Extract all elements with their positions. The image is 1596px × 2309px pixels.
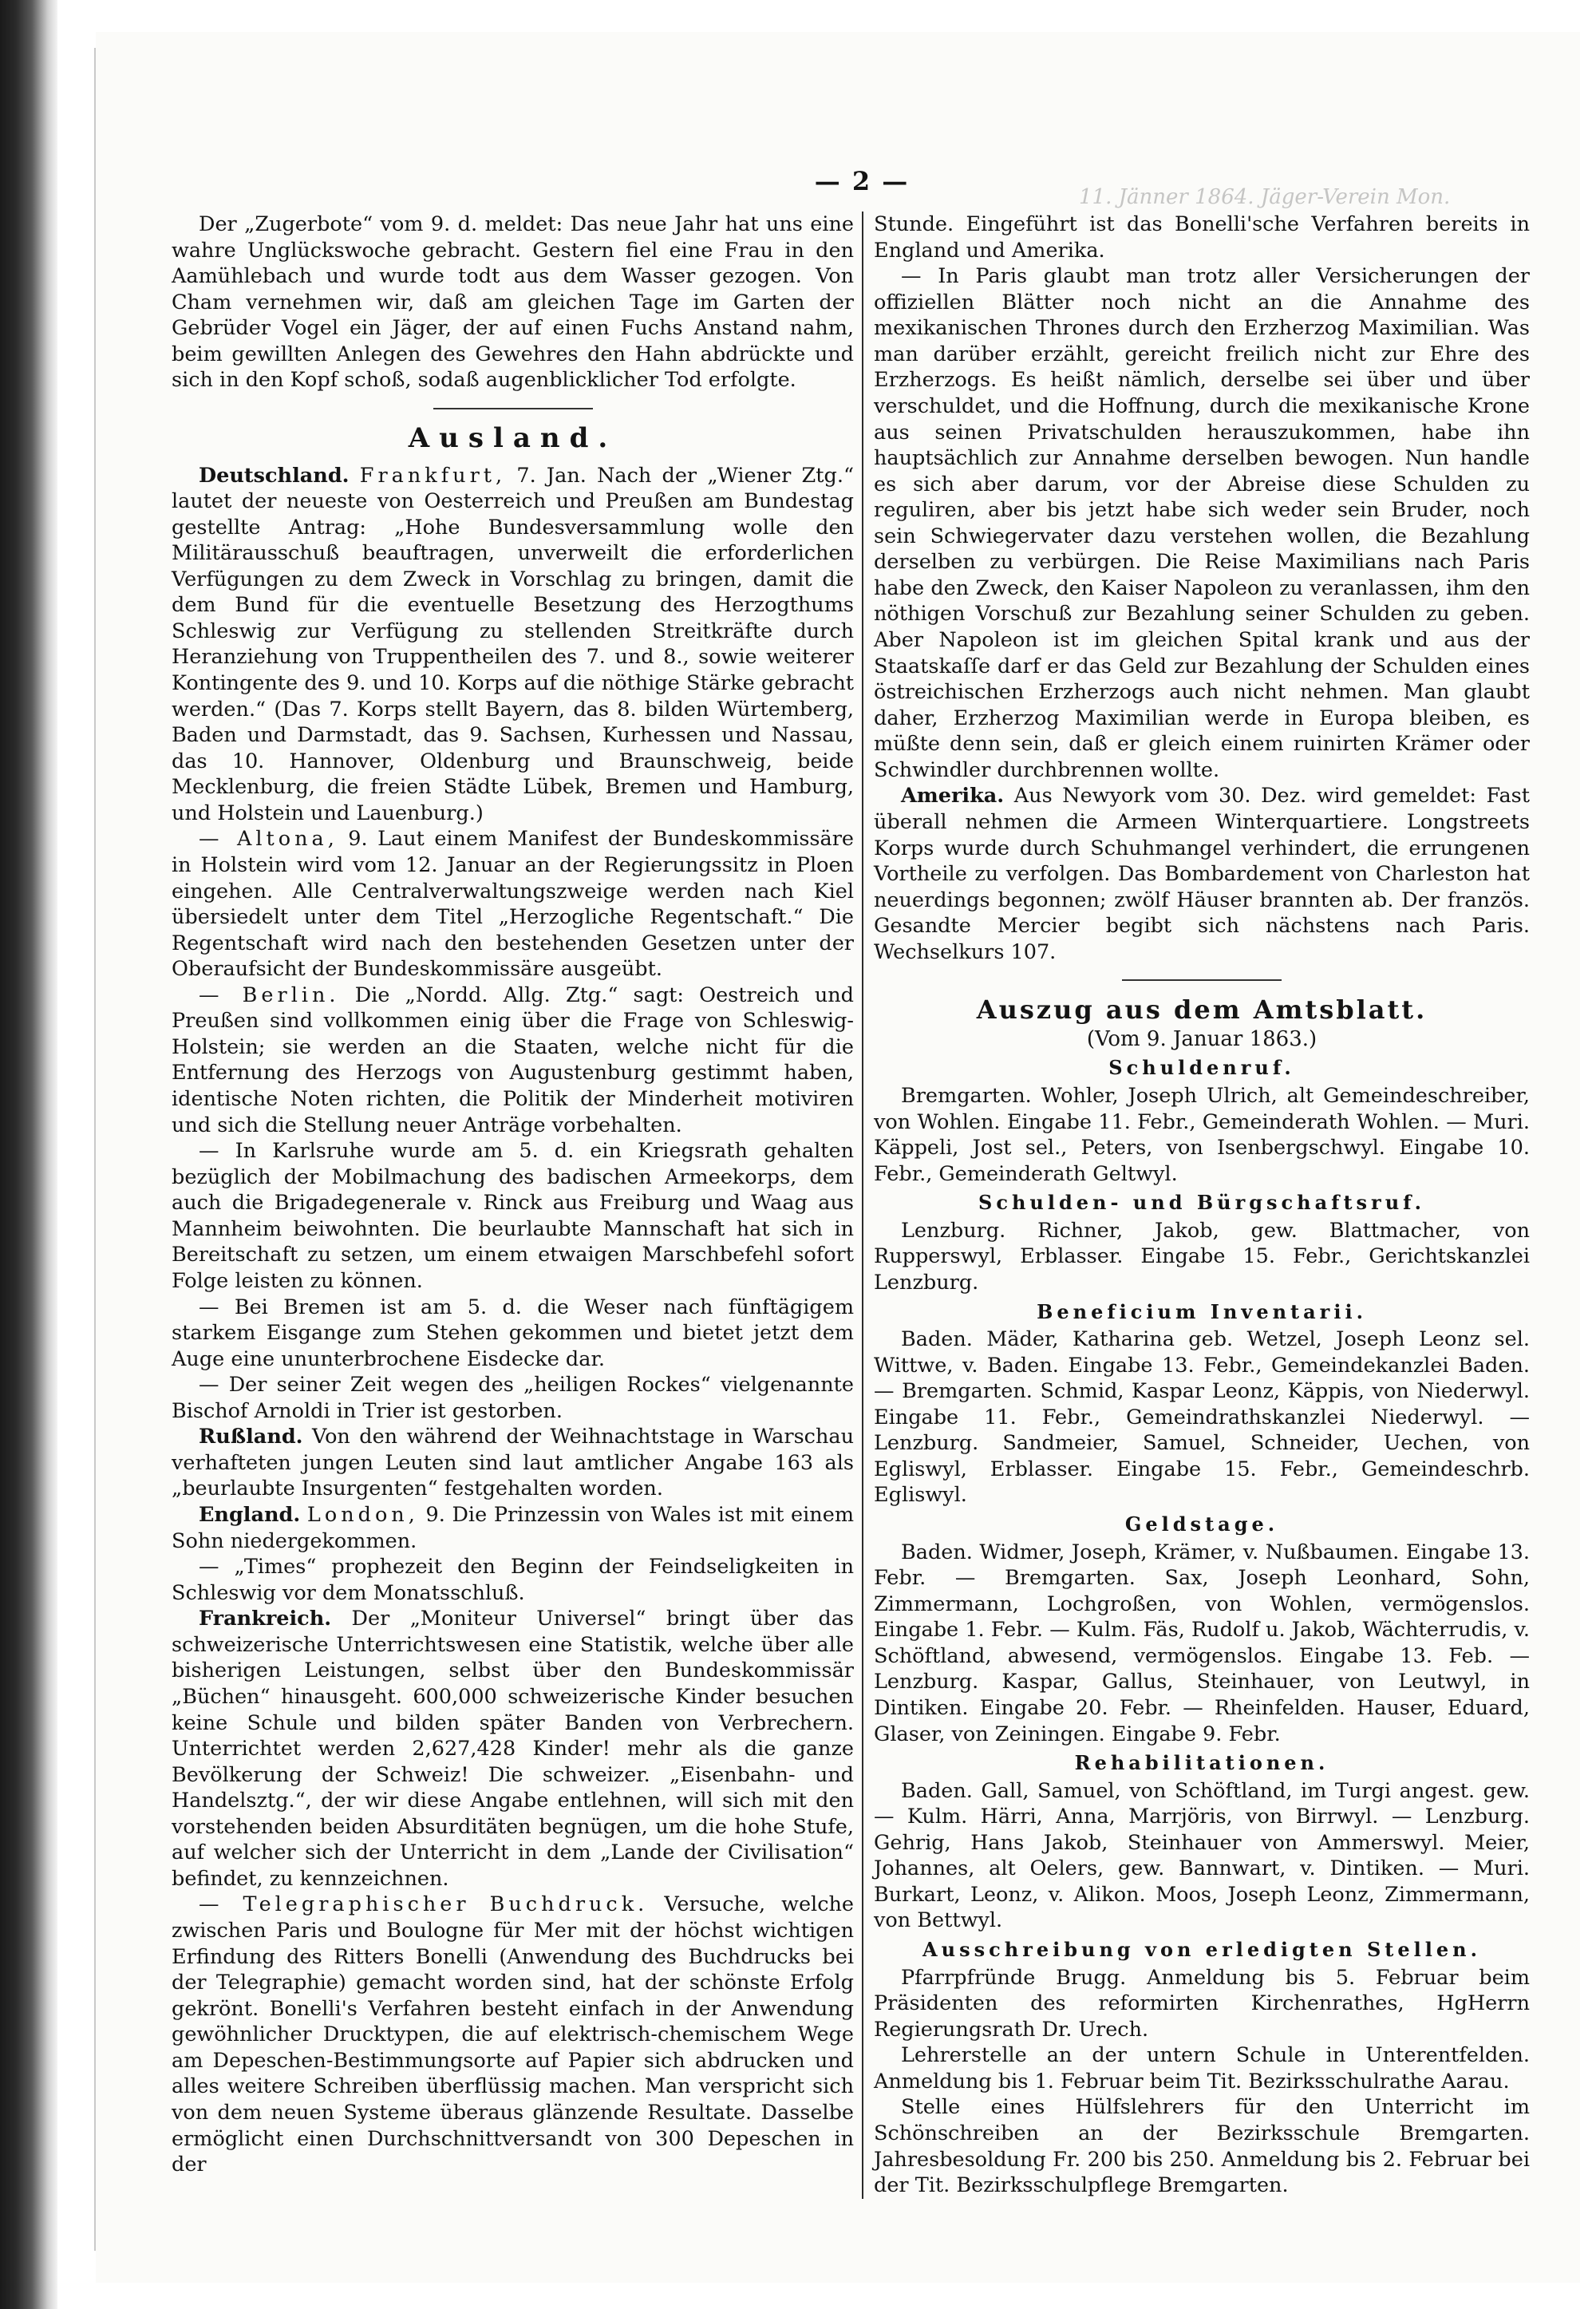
country-label-russland: Rußland. [199, 1425, 303, 1449]
geldstage-heading: Geldstage. [1124, 1512, 1279, 1536]
karlsruhe-paragraph: — In Karlsruhe wurde am 5. d. ein Kriegsrath gehalten bezüglich der Mobilmachung des badischen Armeekorps, dem auch die Brigadegenerale v. Rinck aus Freiburg und Waag aus Mannheim beiwohnten. Die beurlaubte Mannschaft hat sich in Bereitschaft zu setzen, um einem etwaigen Marschbefehl sofort Folge leisten zu können. [172, 1139, 854, 1293]
buergschaftsruf-heading: Schulden- und Bürgschaftsruf. [978, 1191, 1425, 1215]
altona-paragraph [172, 826, 854, 982]
bleed-through-text: 11. Jänner 1864. Jäger-Verein Mon. [1079, 185, 1451, 209]
place-label-london: London, [306, 1503, 419, 1527]
schuldenruf-heading: Schuldenruf. [1108, 1056, 1295, 1080]
page-number: — 2 — [814, 166, 910, 196]
telegraph-paragraph [172, 1892, 854, 2177]
england-paragraph [172, 1502, 854, 1554]
country-label-england: England. [199, 1503, 301, 1527]
rehabilitationen-entries: Baden. Gall, Samuel, von Schöftland, im Turgi angest. gew. — Kulm. Härri, Anna, Marrjöris, von Birrwyl. — Lenzburg. Gehrig, Hans Jakob, Steinhauer von Ammerswyl. Meier, Johannes, alt Oelers, gew. Bannwart, v. Dintiken. — Muri. Burkart, Leonz, v. Alikon. Moos, Joseph Leonz, Zimmermann, von Bettwyl. [874, 1778, 1530, 1933]
altona-text: 9. Laut einem Manifest der Bundeskommissäre in Holstein wird vom 12. Januar an der Regierungssitz in Ploen eingehen. Alle Centralverwaltungszweige werden nach Kiel übersiedelt unter dem Titel „Herzogliche Regentschaft.“ Die Regentschaft wird nach den bestehenden Gesetzen unter der Oberaufsicht der Bundeskommissäre ausgeübt. [172, 827, 854, 982]
zug-news-paragraph: Der „Zugerbote“ vom 9. d. meldet: Das neue Jahr hat uns eine wahre Unglückswoche gebracht. Gestern fiel eine Frau in den Aamühlebach und wurde todt aus dem Wasser gezogen. Von Cham vernehmen wir, daß am gleichen Tage im Garten der Gebrüder Vogel ein Jäger, der auf einen Fuchs Anstand nahm, beim gewillten Anlegen des Gewehres den Hahn abdrückte und sich in den Kopf schoß, sodaß augenblicklicher Tod erfolgte. [172, 212, 854, 393]
frankreich-text: Der „Moniteur Universel“ bringt über das schweizerische Unterrichtswesen eine Statistik, welche über alle bisherigen Leistungen, selbst über den Bundeskommissär „Büchen“ hinausgeht. 600,000 schweizerische Kinder besuchen keine Schule und bilden später Banden von Verbrechern. Unterrichtet werden 2,627,428 Kinder! mehr als die ganze Bevölkerung der Schweiz! Die schweizer. „Eisenbahn- und Handelsztg.“, der wir diese Angabe entlehnen, will sich mit den vorstehenden beiden Absurditäten begnügen, um die hohe Stufe, auf welcher sich der Unterricht in dem „Lande der Civilisation“ befindet, zu kennzeichnen. [172, 1607, 854, 1891]
place-label-altona: — Altona, [199, 827, 338, 852]
amerika-paragraph [874, 783, 1530, 965]
russland-paragraph [172, 1424, 854, 1502]
amerika-text: Aus Newyork vom 30. Dez. wird gemeldet: Fast überall nehmen die Armeen Winterquartiere. Longstreets Korps wurde durch Schuhmangel verhindert, die errungenen Vortheile zu verfolgen. Das Bombardement von Charleston hat neuerdings begonnen; zwölf Häuser brannten ab. Der französ. Gesandte Mercier begibt sich nächstens nach Paris. Wechselkurs 107. [874, 784, 1530, 964]
ausschreibung-bremgarten: Stelle eines Hülfslehrers für den Unterricht im Schönschreiben an der Bezirksschule Bremgarten. Jahresbesoldung Fr. 200 bis 250. Anmeldung bis 2. Februar bei der Tit. Bezirksschulpflege Bremgarten. [874, 2095, 1530, 2198]
ausland-heading: Ausland. [408, 421, 618, 454]
country-label-frankreich: Frankreich. [199, 1607, 332, 1631]
telegraph-text: Versuche, welche zwischen Paris und Boulogne für Mer mit der höchst wichtigen Erfindung des Ritters Bonelli (Anwendung des Buchdrucks bei der Telegraphie) gemacht worden sind, hat der schönste Erfolg gekrönt. Bonelli's Verfahren besteht einfach in der Anwendung gewöhnlicher Drucktypen, die auf elektrisch-chemischem Wege am Depeschen-Bestimmungsorte auf Papier sich abdrucken und alles weitere Schreiben überflüssig machen. Man verspricht sich von dem neuen Systeme überaus glänzende Resultate. Dasselbe ermöglicht einen Durchschnittversandt von 300 Depeschen in der [172, 1892, 854, 2177]
russland-text: Von den während der Weihnachtstage in Warschau verhafteten jungen Leuten sind laut amtlicher Angabe 163 als „beurlaubte Insurgenten“ festgehalten worden. [172, 1425, 854, 1501]
deutschland-text: 7. Jan. Nach der „Wiener Ztg.“ lautet der neueste von Oesterreich und Preußen am Bundestag gestellte Antrag: „Hohe Bundesversammlung wolle den Militärausschuß beauftragen, unverweilt die erforderlichen Verfügungen zu dem Zweck in Vorschlag zu bringen, damit die dem Bund für die eventuelle Besetzung des Herzogthums Schleswig zur Verfügung zu stellenden Streitkräfte durch Heranziehung von Truppentheilen des 7. und 8., sowie weiterer Kontingente des 9. und 10. Korps auf die nöthige Stärke gebracht werden.“ (Das 7. Korps stellt Bayern, das 8. bilden Würtemberg, Baden und Darmstadt, das 9. Sachsen, Kurhessen und Nassau, das 10. Hannover, Oldenburg und Braunschweig, beide Mecklenburg, die freien Städte Lübek, Bremen und Hamburg, und Holstein und Lauenburg.) [172, 463, 854, 825]
right-column [874, 212, 1530, 2199]
place-label-berlin: — Berlin. [199, 983, 340, 1007]
schuldenruf-entries: Bremgarten. Wohler, Joseph Ulrich, alt Gemeindeschreiber, von Wohlen. Eingabe 11. Febr., Gemeinderath Wohlen. — Muri. Käppeli, Jost sel., Peters, von Isenbergschwyl. Eingabe 10. Febr., Gemeinderath Geltwyl. [874, 1084, 1530, 1186]
section-rule [433, 408, 593, 409]
telegraph-label: — Telegraphischer Buchdruck. [199, 1892, 649, 1917]
section-rule [1122, 979, 1282, 981]
telegraph-continuation: Stunde. Eingeführt ist das Bonelli'sche Verfahren bereits in England und Amerika. [874, 212, 1530, 263]
beneficium-entries: Baden. Mäder, Katharina geb. Wetzel, Joseph Leonz sel. Wittwe, v. Baden. Eingabe 13. Febr., Gemeindekanzlei Baden. — Bremgarten. Schmid, Kaspar Leonz, Käppis, von Niederwyl. Eingabe 11. Febr., Gemeindrathskanzlei Niederwyl. — Lenzburg. Sandmeier, Samuel, Schneider, Uechen, von Egliswyl, Erblasser. Eingabe 15. Febr., Gemeindeschrb. Egliswyl. [874, 1327, 1530, 1508]
times-paragraph: — „Times“ prophezeit den Beginn der Feindseligkeiten in Schleswig vor dem Monatsschluß. [172, 1555, 854, 1605]
amtsblatt-date: (Vom 9. Januar 1863.) [1086, 1026, 1317, 1051]
place-label-frankfurt: Frankfurt, [359, 463, 507, 488]
column-divider [862, 212, 863, 2199]
ausschreibung-heading: Ausschreibung von erledigten Stellen. [922, 1938, 1481, 1961]
left-column [172, 212, 854, 2178]
ausschreibung-unterentfelden: Lehrerstelle an der untern Schule in Unterentfelden. Anmeldung bis 1. Februar beim Tit. Bezirksschulrathe Aarau. [874, 2043, 1530, 2094]
country-label-amerika: Amerika. [901, 784, 1005, 809]
bremen-paragraph: — Bei Bremen ist am 5. d. die Weser nach fünftägigem starkem Eisgange zum Stehen gekommen und bietet jetzt dem Auge eine ununterbrochene Eisdecke dar. [172, 1295, 854, 1371]
frankreich-paragraph [172, 1606, 854, 1892]
berlin-text: Die „Nordd. Allg. Ztg.“ sagt: Oestreich und Preußen sind vollkommen einig über die Frage von Schleswig-Holstein; sie werden an die Staaten, welche nicht für die Entfernung des Herzogs von Augustenburg gestimmt haben, identische Noten richten, die Politik der Minderheit motiviren und sich die Stellung neuer Anträge vorbehalten. [172, 983, 855, 1137]
scan-binding-edge [0, 0, 57, 2309]
england-text: 9. Die Prinzessin von Wales ist mit einem Sohn niedergekommen. [172, 1503, 855, 1553]
rehabilitationen-heading: Rehabilitationen. [1074, 1751, 1329, 1775]
amtsblatt-heading: Auszug aus dem Amtsblatt. [976, 994, 1428, 1026]
beneficium-heading: Beneficium Inventarii. [1037, 1299, 1367, 1323]
paris-paragraph: — In Paris glaubt man trotz aller Versicherungen der offiziellen Blätter noch nicht an die Annahme des mexikanischen Thrones durch den Erzherzog Maximilian. Was man darüber erzählt, gereicht freilich nicht zur Ehre des Erzherzogs. Es heißt nämlich, derselbe sei über und über verschuldet, und die Hoffnung, durch die mexikanische Krone aus seinen Privatschulden herauszukommen, habe ihn hauptsächlich zur Annahme derselben bewogen. Nun handle es sich aber darum, vor der Abreise diese Schulden zu reguliren, aber bis jetzt habe sich weder sein Bruder, noch sein Schwiegervater dazu verstehen wollen, die Bezahlung derselben zu verbürgen. Die Reise Maximilians nach Paris habe den Zweck, den Kaiser Napoleon zu veranlassen, ihm den nöthigen Vorschuß zur Bezahlung seiner Schulden zu geben. Aber Napoleon ist im gleichen Spital krank und aus der Staatskaſſe darf er das Geld zur Bezahlung der Schulden eines östreichischen Erzherzogs auch nicht nehmen. Man glaubt daher, Erzherzog Maximilian werde in Europa bleiben, es müßte denn sein, daß er gleich einem ruinirten Krämer oder Schwindler durchbrennen wollte. [874, 264, 1530, 782]
country-label-deutschland: Deutschland. [199, 463, 350, 488]
deutschland-paragraph [172, 463, 854, 827]
buergschaftsruf-entries: Lenzburg. Richner, Jakob, gew. Blattmacher, von Rupperswyl, Erblasser. Eingabe 15. Febr., Gerichtskanzlei Lenzburg. [874, 1218, 1530, 1295]
berlin-paragraph [172, 983, 854, 1138]
geldstage-entries: Baden. Widmer, Joseph, Krämer, v. Nußbaumen. Eingabe 13. Febr. — Bremgarten. Sax, Joseph Leonhard, Sohn, Zimmermann, Lochgroßen, von Wohlen, vermögenslos. Eingabe 1. Febr. — Kulm. Fäs, Rudolf u. Jakob, Wächterrudis, v. Schöftland, abwesend, vermögenslos. Eingabe 13. Feb. — Lenzburg. Kaspar, Gallus, Steinhauer, von Leutwyl, in Dintiken. Eingabe 20. Febr. — Rheinfelden. Hauser, Eduard, Glaser, von Zeiningen. Eingabe 9. Febr. [874, 1540, 1530, 1746]
ausschreibung-brugg: Pfarrpfründe Brugg. Anmeldung bis 5. Februar beim Präsidenten des reformirten Kirchenrathes, HgHerrn Regierungsrath Dr. Urech. [874, 1965, 1530, 2042]
arnoldi-paragraph: — Der seiner Zeit wegen des „heiligen Rockes“ vielgenannte Bischof Arnoldi in Trier ist gestorben. [172, 1373, 854, 1423]
